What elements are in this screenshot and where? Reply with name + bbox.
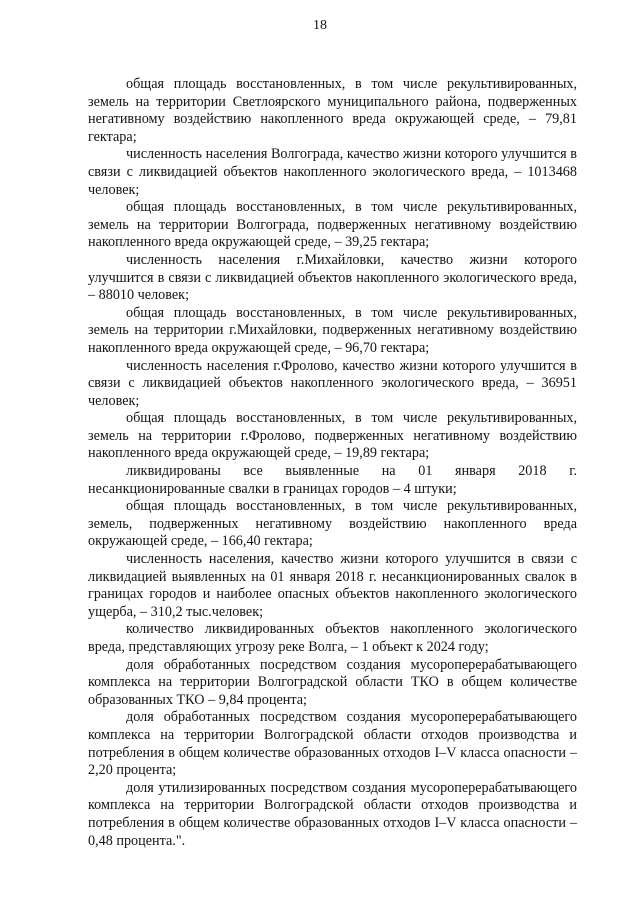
document-body: [88, 76, 577, 850]
page-number: 18: [313, 18, 327, 33]
paragraph-volgograd-area: общая площадь восстановленных, в том числе рекультивированных, земель на территории Волгограда, подверженных негативному воздействию накопленного вреда окружающей среде, – 39,25 гектара;: [88, 199, 577, 251]
paragraph-dumps-liquidated: ликвидированы все выявленные на 01 января 2018 г. несанкционированные свалки в границах городов – 4 штуки;: [88, 463, 577, 497]
paragraph-tko-processed-share: доля обработанных посредством создания мусороперерабатывающего комплекса на территории Волгоградской области ТКО в общем количестве образованных ТКО – 9,84 процента;: [88, 656, 577, 708]
paragraph-frolovo-population: численность населения г.Фролово, качество жизни которого улучшится в связи с ликвидацией объектов накопленного экологического вреда, – 36951 человек;: [88, 357, 577, 409]
paragraph-waste-utilized-share: доля утилизированных посредством создания мусороперерабатывающего комплекса на территории Волгоградской области отходов производства и потребления в общем количестве образованных отходов I–V класса опасности – 0,48 процента.".: [88, 779, 577, 849]
paragraph-frolovo-area: общая площадь восстановленных, в том числе рекультивированных, земель на территории г.Фролово, подверженных негативному воздействию накопленного вреда окружающей среде, – 19,89 гектара;: [88, 410, 577, 462]
paragraph-total-area: общая площадь восстановленных, в том числе рекультивированных, земель, подверженных негативному воздействию накопленного вреда окружающей среде, – 166,40 гектара;: [88, 498, 577, 550]
paragraph-volgograd-population: численность населения Волгограда, качество жизни которого улучшится в связи с ликвидацией объектов накопленного экологического вреда, – 1013468 человек;: [88, 146, 577, 198]
paragraph-waste-processed-share: доля обработанных посредством создания мусороперерабатывающего комплекса на территории Волгоградской области отходов производства и потребления в общем количестве образованных отходов I–V класса опасности – 2,20 процента;: [88, 709, 577, 779]
paragraph-mikhaylovka-area: общая площадь восстановленных, в том числе рекультивированных, земель на территории г.Михайловки, подверженных негативному воздействию накопленного вреда окружающей среде, – 96,70 гектара;: [88, 304, 577, 356]
paragraph-total-population: численность населения, качество жизни которого улучшится в связи с ликвидацией выявленных на 01 января 2018 г. несанкционированных свалок в границах городов и наиболее опасных объектов накопленного экологического ущерба, – 310,2 тыс.человек;: [88, 551, 577, 620]
paragraph-svetloyarsky-area: общая площадь восстановленных, в том числе рекультивированных, земель на территории Светлоярского муниципального района, подверженных негативному воздействию накопленного вреда окружающей среде, – 79,81 гектара;: [88, 76, 577, 145]
paragraph-mikhaylovka-population: численность населения г.Михайловки, качество жизни которого улучшится в связи с ликвидацией объектов накопленного экологического вреда, – 88010 человек;: [88, 251, 577, 304]
paragraph-volga-objects: количество ликвидированных объектов накопленного экологического вреда, представляющих угрозу реке Волга, – 1 объект к 2024 году;: [88, 621, 577, 655]
